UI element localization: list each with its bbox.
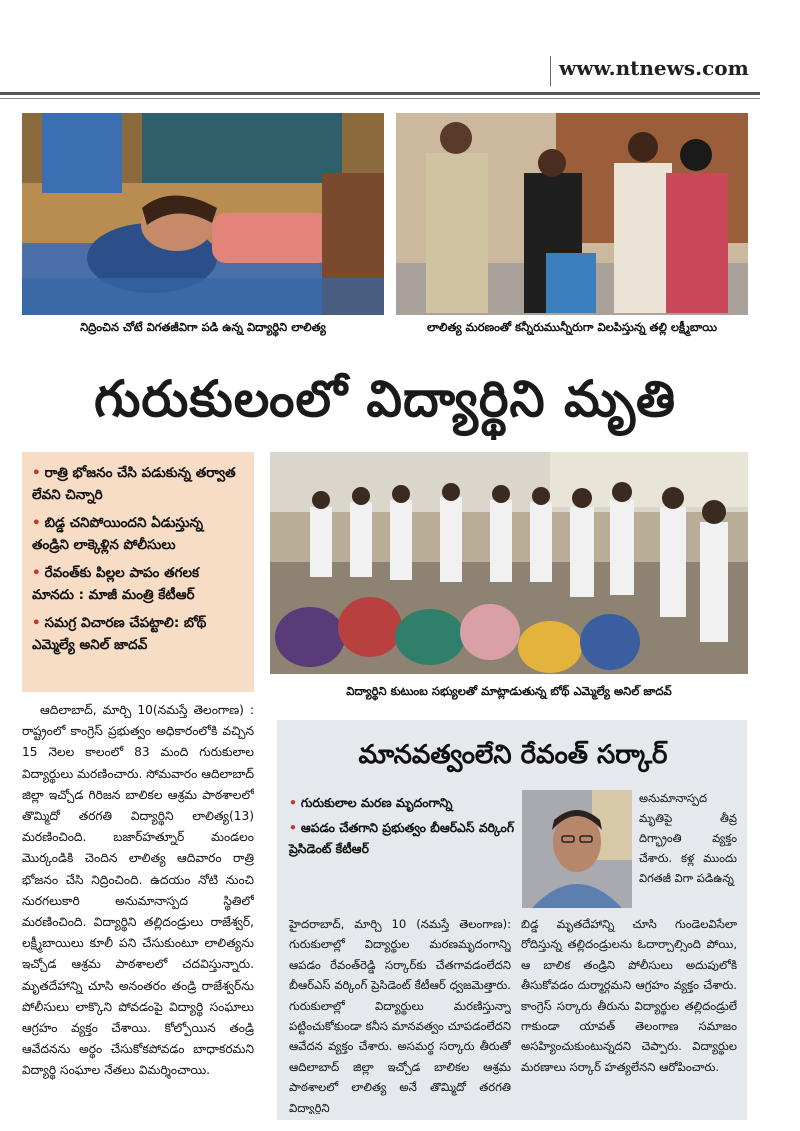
ktr-portrait: [522, 790, 632, 908]
caption-top-left: నిద్రించిన చోటే విగతజీవిగా పడి ఉన్న విద్యార్థిని లాలిత్య: [80, 320, 326, 334]
masthead-url: www.ntnews.com: [550, 56, 760, 86]
caption-top-right: లాలిత్య మరణంతో కన్నీరుమున్నీరుగా విలపిస్తున్న తల్లి లక్ష్మీబాయి: [426, 320, 718, 334]
article-paragraph: ఆదిలాబాద్, మార్చి 10(నమస్తే తెలంగాణ) : రాష్ట్రంలో కాంగ్రెస్ ప్రభుత్వం అధికారంలోకి వచ్చిన 15 నెలల కాలంలో 83 మంది గురుకులాల విద్యార్థులు మరణించారు. సోమవారం ఆదిలాబాద్ జిల్లా ఇచ్చోడ గిరిజన బాలికల ఆశ్రమ పాఠశాలలో తొమ్మిదో తరగతి విద్యార్థిని లాలిత్య(13) మరణించింది. బజార్‌హత్నూర్ మండలం మొర్కండికి చెందిన లాలిత్య ఆదివారం రాత్రి భోజనం చేసి నిద్రించింది. ఉదయం నోటి నుంచి నురగలుకారి అనుమానాస్పద స్థితిలో మరణించింది. విద్యార్థిని తల్లిదండ్రులు రాజేశ్వర్, లక్ష్మీబాయిలు కూలీ పని చేసుకుంటూ లాలిత్యను ఇచ్చోడ ఆశ్రమ పాఠశాలలో చదవిస్తున్నారు. మృతదేహాన్ని చూసి అనంతరం తండ్రి రాజేశ్వర్‌ను పోలీసులు లాక్కొని పోవడంపై విద్యార్థి సంఘాలు ఆగ్రహం వ్యక్తం చేశాయి. కోల్పోయిన తండ్రి ఆవేదనను అర్థం చేసుకోకపోవడం బాధాకరమని విద్యార్థి సంఘాల నేతలు విమర్శించాయి.: [22, 703, 254, 1078]
main-headline: గురుకులంలో విద్యార్థిని మృతి: [93, 370, 677, 428]
photo-mla-crowd: [270, 452, 748, 674]
highlight-item: • రేవంత్‌కు పిల్లల పాపం తగలక మానదు : మాజీ మంత్రి కేటీఆర్: [32, 565, 200, 603]
article-body: [22, 700, 254, 1120]
box-body-left: హైదరాబాద్, మార్చి 10 (నమస్తే తెలంగాణ): గురుకులాల్లో విద్యార్థుల మరణమృదంగాన్ని ఆపడం రేవంత్‌రెడ్డి సర్కార్‌కు చేతగావడంలేదని బీఆర్‌ఎస్ వర్కింగ్ ప్రెసిడెంట్ కేటీఆర్ ధ్వజమెత్తారు. గురుకులాల్లో విద్యార్థులు మరణిస్తున్నా పట్టించుకోకుండా కనీస మానవత్వం చూపడంలేదని ఆవేదన వ్యక్తం చేశారు. అసమర్థ సర్కారు తీరుతో ఆదిలాబాద్ జిల్లా ఇచ్చోడ బాలికల ఆశ్రమ పాఠశాలలో లాలిత్య అనే తొమ్మిదో తరగతి విద్యార్థిని: [289, 917, 511, 1114]
photo-girl-bed: [22, 113, 384, 315]
box-right-column: అనుమానాస్పద మృతిపై తీవ్ర దిగ్భ్రాంతి వ్యక్తం చేశారు. కళ్ల ముందు విగతజీ విగా పడిఉన్న: [639, 791, 737, 885]
box-bullet-item: • గురుకులాల మరణ మృదంగాన్ని: [289, 795, 453, 810]
photo-mother-crying: [396, 113, 748, 315]
masthead-rule: [0, 92, 760, 95]
highlight-item: • సమగ్ర విచారణ చేపట్టాలి: బోథ్ ఎమ్మెల్యే అనిల్ జాదవ్: [32, 615, 207, 653]
masthead-rule-thin: [0, 98, 760, 99]
box-bullet-item: • ఆపడం చేతగాని ప్రభుత్వం బీఆర్‌ఎస్ వర్కింగ్ ప్రెసిడెంట్ కేటీఆర్: [289, 820, 515, 856]
ktr-statement-box: [277, 720, 747, 1120]
highlight-item: • రాత్రి భోజనం చేసి పడుకున్న తర్వాత లేవని చిన్నారి: [32, 465, 236, 503]
box-bullets: [289, 792, 519, 863]
caption-middle: విద్యార్థిని కుటుంబ సభ్యులతో మాట్లాడుతున్న బోథ్ ఎమ్మెల్యే అనిల్ జాదవ్: [346, 684, 672, 698]
box-title: మానవత్వంలేని రేవంత్ సర్కార్: [358, 740, 668, 770]
box-body-right: బిడ్డ మృతదేహాన్ని చూసి గుండెలవిసేలా రోదిస్తున్న తల్లిదండ్రులను ఓదార్చాల్సింది పోయి, ఆ బాలిక తండ్రిని పోలీసులు అదుపులోకి తీసుకోవడం దుర్మార్గమని ఆగ్రహం వ్యక్తం చేశారు. కాంగ్రెస్ సర్కారు తీరును విద్యార్థుల తల్లిదండ్రులే గాకుండా యావత్ తెలంగాణ సమాజం అసహ్యించుకుంటున్నదని చెప్పారు. విద్యార్థుల మరణాలు సర్కార్ హత్యలేనని ఆరోపించారు.: [521, 917, 737, 1074]
highlights-box: [22, 452, 254, 692]
highlight-item: • బిడ్డ చనిపోయిందని ఏడుస్తున్న తండ్రిని లాక్కెళ్లిన పోలీసులు: [32, 515, 204, 553]
